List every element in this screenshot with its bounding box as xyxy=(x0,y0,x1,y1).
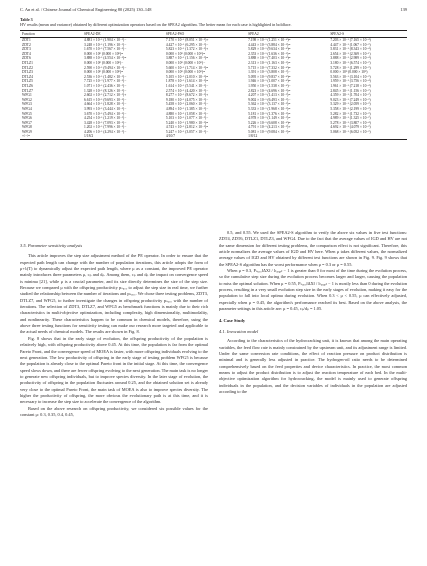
hv-value-cell: 5.226 × 10⁻¹ (6.608 × 10⁻⁴)= xyxy=(248,120,291,125)
section-heading-case-study: 4. Case Study xyxy=(219,318,246,324)
running-header-citation: C. An et al. / Chinese Journal of Chemical Engineering 80 (2025) 130–148 xyxy=(20,7,152,12)
hv-value-cell: 2.574 × 10⁻¹ (4.420 × 10⁻²)− xyxy=(165,88,209,93)
column-header: SPEA2 xyxy=(246,31,328,38)
hv-value-cell: 3.670 × 10⁻¹ (5.494 × 10⁻³)− xyxy=(84,111,127,116)
hv-value-cell: 0.000 × 10⁰ (0.000 × 10⁰)= xyxy=(84,70,124,75)
hv-value-cell: 0.000 × 10⁰ (0.000 × 10⁰)− xyxy=(165,60,206,65)
hv-value-cell: 4.664 × 10⁻¹ (1.828 × 10⁻³)− xyxy=(84,102,127,107)
hv-value-cell: 1.071 × 10⁻¹ (2.436 × 10⁻²)− xyxy=(84,83,127,88)
hv-value-cell: 5.278 × 10⁻¹ (3.807 × 10⁻⁴) xyxy=(330,120,371,125)
hv-value-cell: 7.725 × 10⁻² (1.977 × 10⁻³)− xyxy=(84,79,127,84)
function-name-cell: DTLZ7 xyxy=(22,88,33,93)
summary-cell: 1/8/12 xyxy=(246,134,328,139)
hv-value-cell: 0.000 × 10⁰ (0.000 × 10⁰)= xyxy=(84,51,124,56)
hv-value-cell: 5.728 × 10⁻¹ (1.299 × 10⁻³) xyxy=(330,65,371,70)
hv-value-cell: 5.333 × 10⁻¹ (1.968 × 10⁻³)= xyxy=(248,106,291,111)
function-name-cell: DTLZ4 xyxy=(22,74,33,79)
hv-value-cell: 1.959 × 10⁻¹ (3.756 × 10⁻⁴) xyxy=(330,79,371,84)
hv-value-cell: 3.180 × 10⁻¹ (6.574 × 10⁻²) xyxy=(330,60,371,65)
hv-value-cell: 4.743 × 10⁻¹ (2.812 × 10⁻³)= xyxy=(165,125,209,130)
table-body xyxy=(20,38,407,140)
paragraph: Fig. 8 shows that in the early stage of evolution, the offspring productivity of the population is relatively high, with offspring productivity above 0.45. At this time, the population is far from the optimal Pareto Front, and the convergence speed of MOEA is faster, with more offspring individuals evolving to the next generation. The low productivity of offspring in the early stage of testing problem WFG5 is because the population is already close to the optimal Pareto front in the initial stage. At this time, the convergence speed slows down, and there are fewer offspring evolving to the next generation. The main task is no longer to generate new offspring individuals, but to improve species diversity. In the later stage of evolution, the productivity of offspring in the population fluctuates around 0.25, and the obtained solution set is already very close to the optimal Pareto Front, the main task of MOEA is also to improve species diversity. The higher the productivity of offspring, the more obvious the evolutionary path is at this time, and it is necessary to increase the step size to accelerate the convergence of the algorithm. xyxy=(20,335,208,405)
table-caption-label: Table 3 xyxy=(20,17,33,22)
function-name-cell: WFG3 xyxy=(22,102,32,107)
hv-value-cell: 3.888 × 10⁻¹ (4.554 × 10⁻³)= xyxy=(84,56,127,61)
column-header: SPEA2-S xyxy=(328,31,407,38)
hv-value-cell: 3.887 × 10⁻¹ (1.156 × 10⁻²)= xyxy=(165,56,209,61)
function-name-cell: DTLZ5 xyxy=(22,79,33,84)
column-header: Function xyxy=(20,31,82,38)
hv-value-cell: 3.993 × 10⁻¹ (3.444 × 10⁻³)− xyxy=(84,106,127,111)
function-name-cell: DTLZ2 xyxy=(22,65,33,70)
hv-value-cell: 9.023 × 10⁻¹ (7.249 × 10⁻³) xyxy=(330,97,371,102)
hv-value-cell: 5.282 × 10⁻¹ (1.732 × 10⁻³) xyxy=(330,111,371,116)
right-text-column xyxy=(219,230,407,395)
paragraph: Based on the above research on offspring productivity, we considered six possible values for the constant μ: 0.3, 0.35, 0.4, 0.45, xyxy=(20,405,208,417)
function-name-cell: DTLZ3 xyxy=(22,70,33,75)
hv-value-cell: 5.458 × 10⁻¹ (2.060 × 10⁻³)− xyxy=(165,102,209,107)
hv-value-cell: 9.002 × 10⁻¹ (6.493 × 10⁻³)− xyxy=(248,97,291,102)
hv-value-cell: 5.362 × 10⁻¹ (3.137 × 10⁻³)= xyxy=(248,102,291,107)
hv-value-cell: 4.881 × 10⁻¹ (1.904 × 10⁻²)− xyxy=(84,38,127,42)
hv-value-cell: 7.203 × 10⁻¹ (7.165 × 10⁻⁴) xyxy=(330,38,371,42)
hv-value-cell: 2.590 × 10⁻¹ (9.494 × 10⁻³)− xyxy=(84,65,127,70)
hv-value-cell: 1.614 × 10⁻¹ (5.541 × 10⁻³)− xyxy=(165,83,209,88)
hv-value-cell: 5.068 × 10⁻¹ (6.052 × 10⁻³) xyxy=(330,129,371,134)
column-header: SPEA2-PSO xyxy=(164,31,246,38)
hv-value-cell: 4.978 × 10⁻¹ (1.149 × 10⁻²)= xyxy=(248,116,291,121)
function-name-cell: WFG1 xyxy=(22,93,32,98)
summary-row xyxy=(20,134,407,139)
function-name-cell: DTLZ6 xyxy=(22,83,33,88)
hv-value-cell: 3.248 × 10⁻¹ (1.196 × 10⁻²)− xyxy=(84,42,127,47)
hv-value-cell: 5.103 × 10⁻¹ (1.077 × 10⁻²)− xyxy=(165,116,209,121)
hv-value-cell: 4.894 × 10⁻¹ (1.385 × 10⁻³)− xyxy=(165,106,209,111)
hv-value-cell: 3.888 × 10⁻¹ (2.989 × 10⁻⁴) xyxy=(330,56,371,61)
hv-value-cell: 1.950 × 10⁻¹ (1.538 × 10⁻⁴)− xyxy=(248,83,291,88)
hv-value-cell: 2.823 × 10⁻¹ (4.696 × 10⁻³)= xyxy=(248,88,291,93)
function-name-cell: ZDT4 xyxy=(22,51,31,56)
function-name-cell: ZDT3 xyxy=(22,47,31,52)
hv-value-cell: 1.670 × 10⁻¹ (7.567 × 10⁻³)− xyxy=(84,47,127,52)
subsection-heading-invocation-model: 4.1. Invocation model xyxy=(219,328,259,334)
hv-value-cell: 5.829 × 10⁻¹ (9.634 × 10⁻⁴)= xyxy=(248,47,291,52)
hv-value-cell: 1.391 × 10⁻² (3.808 × 10⁻²)− xyxy=(248,70,291,75)
function-name-cell: DTLZ1 xyxy=(22,60,33,65)
hv-value-cell: 5.715 × 10⁻¹ (7.332 × 10⁻⁴)= xyxy=(248,65,291,70)
hv-value-cell: 4.443 × 10⁻¹ (3.884 × 10⁻³)= xyxy=(248,42,291,47)
hv-value-cell: 4.989 × 10⁻¹ (1.325 × 10⁻²) xyxy=(330,116,371,121)
hv-value-cell: 4.359 × 10⁻¹ (1.704 × 10⁻²) xyxy=(330,93,371,98)
hv-value-cell: 5.081 × 10⁻¹ (9.084 × 10⁻³)= xyxy=(248,129,291,134)
hv-value-cell: 4.880 × 10⁻¹ (1.058 × 10⁻³)− xyxy=(165,111,209,116)
hv-value-cell: 0.000 × 10⁰ (0.000 × 10⁰)− xyxy=(84,60,124,65)
left-text-column xyxy=(20,243,208,418)
function-name-cell: ZDT6 xyxy=(22,56,31,61)
hv-value-cell: 7.198 × 10⁻¹ (1.251 × 10⁻⁴)= xyxy=(248,38,291,42)
table-caption xyxy=(20,17,407,27)
hv-value-cell: 0.000 × 10⁰ (0.000 × 10⁰)= xyxy=(165,51,206,56)
hv-value-cell: 2.654 × 10⁻¹ (2.369 × 10⁻¹) xyxy=(330,51,371,56)
hv-value-cell: 5.831 × 10⁻¹ (8.343 × 10⁻⁴) xyxy=(330,47,371,52)
hv-value-cell: 5.329 × 10⁻¹ (2.059 × 10⁻³) xyxy=(330,102,371,107)
hv-value-cell: 1.202 × 10⁻¹ (7.996 × 10⁻³)− xyxy=(84,125,127,130)
paragraph: 0.5, and 0.55. We used the SPEA2-S algorithm to verify the above six values in five test functions: ZDT4, ZDT6, DTLZ1, DTLZ3, and WFG4. Due to the fact that the average values of IGD and HV are not the same dimension for different testing problems, the comparison effect is not significant. Therefore, this article normalizes the average values of IGD and HV here. When μ takes different values, the normalized average values of IGD and HV obtained by different test functions are shown in Fig. 9. Fig. 9 shows that the SPEA2-S algorithm has the worst performance when μ = 0.3 or μ = 0.55. xyxy=(219,230,407,267)
hv-value-cell: 4.427 × 10⁻¹ (6.295 × 10⁻²)− xyxy=(165,42,209,47)
hv-value-cell: 5.105 × 10⁻¹ (2.010 × 10⁻³)= xyxy=(165,74,209,79)
hv-value-cell: 2.536 × 10⁻¹ (1.482 × 10⁻²)− xyxy=(84,74,127,79)
hv-value-cell: 1.878 × 10⁻¹ (1.614 × 10⁻³)= xyxy=(165,79,209,84)
hv-value-cell: 5.358 × 10⁻¹ (2.199 × 10⁻³) xyxy=(330,106,371,111)
table-header-row xyxy=(20,31,407,38)
column-header: SPEA2-DE xyxy=(82,31,164,38)
function-name-cell: ZDT2 xyxy=(22,42,31,47)
table-caption-text: HV results (mean and variance) obtained by different optimization operators based on the SPEA2 algorithm. The better mean for each case is highlighted in boldface. xyxy=(20,22,292,27)
function-name-cell: WFG5 xyxy=(22,111,32,116)
hv-value-cell: 2.845 × 10⁻¹ (1.156 × 10⁻²) xyxy=(330,88,371,93)
paragraph: According to the characteristics of the hydrocracking unit, it is known that among the main operating variables, the feed flow rate is mainly constrained by the upstream unit, and its adjustment range is limited. Under the same conversion rate conditions, the effect of reaction pressure on product distribution is minimal and is generally less adjusted in practice. The hydrogen-oil ratio needs to be determined comprehensively based on the feed properties and device characteristics. In practice, the most common means to adjust the product distribution is to adjust the reaction temperature of each bed. In the multi-objective optimization algorithm for hydrocracking, the model is mainly used to generate offspring individuals in the population, and the decision variables of individuals in the population are adjusted according to the xyxy=(219,338,407,394)
hv-value-cell: 8.277 × 10⁻¹ (8.672 × 10⁻³)+ xyxy=(165,93,209,98)
hv-value-cell: 2.313 × 10⁻¹ (1.163 × 10⁻¹)= xyxy=(248,60,291,65)
paragraph: This article improves the step size adjustment method of the PE operator. In order to ensure that the expected path length can change with the number of population iterations, this article adopts the form of μ+λ(T) to dynamically adjust the expected path length, where μ as a constant, the improved PE operator mainly introduces three parameters μ, cₚ and dₚ. Among them, cₚ and dₚ the impact on convergence speed is minima [21], while μ is a crucial parameter, and its size directly determines the size of the step size. Because we compared μ with the offspring productivity pₛᵤ꜀꜀ to adjust the step size in real time, we further studied the relationship between the number of iterations and pₛᵤ꜀꜀. We chose three testing problems, ZDT3, DTLZ7, and WFG5, to further investigate the changes in offspring productivity pₛᵤ꜀꜀ with the number of iterations. The selection of ZDT3, DTLZ7, and WFG5 as benchmark functions is mainly due to their rich characteristics in multi-objective optimization, including complexity, high dimensionality, multimodality, and nonlinearity. These characteristics happen to be common in chemical models, therefore, using the above three testing functions for sensitivity testing can make our research more targeted and applicable to the actual needs of chemical models. The results are shown in Fig. 8. xyxy=(20,253,208,335)
hv-value-cell: 5.247 × 10⁻¹ (3.057 × 10⁻³)− xyxy=(165,129,209,134)
hv-value-cell: 1.946 × 10⁻¹ (1.007 × 10⁻⁴)= xyxy=(248,79,291,84)
hv-value-cell: 1.328 × 10⁻¹ (8.126 × 10⁻³)− xyxy=(84,88,127,93)
hv-value-cell: 2.353 × 10⁻¹ (1.636 × 10⁻¹)= xyxy=(248,51,291,56)
hv-value-cell: 4.254 × 10⁻¹ (1.219 × 10⁻²)− xyxy=(84,116,127,121)
hv-value-cell: 0.000 × 10⁰ (0.000 × 10⁰)= xyxy=(165,70,206,75)
section-title-3-5: 3.5. Parameter sensitivity analysis xyxy=(20,243,83,248)
summary-cell: 4/10/7 xyxy=(164,134,246,139)
hv-value-cell: 5.563 × 10⁻¹ (3.104 × 10⁻³) xyxy=(330,74,371,79)
hv-value-cell: 5.823 × 10⁻¹ (1.372 × 10⁻³)+ xyxy=(165,47,209,52)
function-name-cell: WFG7 xyxy=(22,120,32,125)
function-name-cell: WFG6 xyxy=(22,116,32,121)
hv-value-cell: 4.207 × 10⁻¹ (1.413 × 10⁻²)= xyxy=(248,93,291,98)
hv-value-cell: 5.181 × 10⁻¹ (1.376 × 10⁻³)= xyxy=(248,111,291,116)
hv-value-cell: 3.428 × 10⁻¹ (7.093 × 10⁻³)− xyxy=(84,120,127,125)
hv-value-cell: 4.692 × 10⁻¹ (4.079 × 10⁻³) xyxy=(330,125,371,130)
hv-value-cell: 5.600 × 10⁻¹ (1.714 × 10⁻³)= xyxy=(165,65,209,70)
function-name-cell: WFG2 xyxy=(22,97,32,102)
hv-value-cell: 4.447 × 10⁻¹ (1.067 × 10⁻³) xyxy=(330,42,371,47)
hv-value-cell: 3.888 × 10⁻¹ (7.403 × 10⁻⁴)= xyxy=(248,56,291,61)
summary-cell: 1/18/2 xyxy=(82,134,164,139)
hv-results-table xyxy=(20,30,407,140)
hv-value-cell: 2.602 × 10⁻¹ (2.712 × 10⁻²)+ xyxy=(84,93,127,98)
paragraph: When μ = 0.3, Pₛᵤ꜀꜀‖ΔX‖ / lₜₐᵣ₉ₑₜ − 1 is greater than 0 for most of the time during the evolution process, so the cumulative step size during the evolution process becomes larger and larger, causing the population to miss the optimal solution. When μ = 0.55, Pₛᵤ꜀꜀‖ΔX‖ / lₜₐᵣ₉ₑₜ − 1 is mostly less than 0 during the evolution process, resulting in a very small evolution step size in the early stages of evolution, making it easy for the population to fall into local optima during evolution. When 0.3 < μ < 0.55, μ can effectively adjusted, especially when μ = 0.45, the algorithm's performance reached its best. Based on the above analysis, the parameter settings in this article are: μ = 0.45, cₚ/dₚ = 1.05. xyxy=(219,268,407,312)
hv-value-cell: 0.000 × 10⁰ (0.000 × 10⁰) xyxy=(330,70,368,75)
function-name-cell: ZDT1 xyxy=(22,38,31,42)
hv-value-cell: 1.961 × 10⁻¹ (7.218 × 10⁻⁴) xyxy=(330,83,371,88)
hv-value-cell: 4.791 × 10⁻¹ (4.213 × 10⁻³)+ xyxy=(248,125,291,130)
function-name-cell: WFG4 xyxy=(22,106,32,111)
function-name-cell: WFG9 xyxy=(22,129,32,134)
hv-value-cell: 5.095 × 10⁻¹ (9.837 × 10⁻⁴)= xyxy=(248,74,291,79)
hv-value-cell: 7.170 × 10⁻¹ (8.051 × 10⁻⁵)+ xyxy=(165,38,209,42)
summary-cell xyxy=(328,134,407,139)
hv-value-cell: 9.180 × 10⁻¹ (4.075 × 10⁻³)− xyxy=(165,97,209,102)
hv-value-cell: 4.206 × 10⁻¹ (4.294 × 10⁻²)− xyxy=(84,129,127,134)
hv-value-cell: 6.615 × 10⁻¹ (9.693 × 10⁻³)− xyxy=(84,97,127,102)
hv-value-cell: 5.240 × 10⁻¹ (1.980 × 10⁻³)= xyxy=(165,120,209,125)
page-number: 139 xyxy=(400,7,407,12)
function-name-cell: WFG8 xyxy=(22,125,32,130)
summary-cell: +/−/= xyxy=(20,134,82,139)
